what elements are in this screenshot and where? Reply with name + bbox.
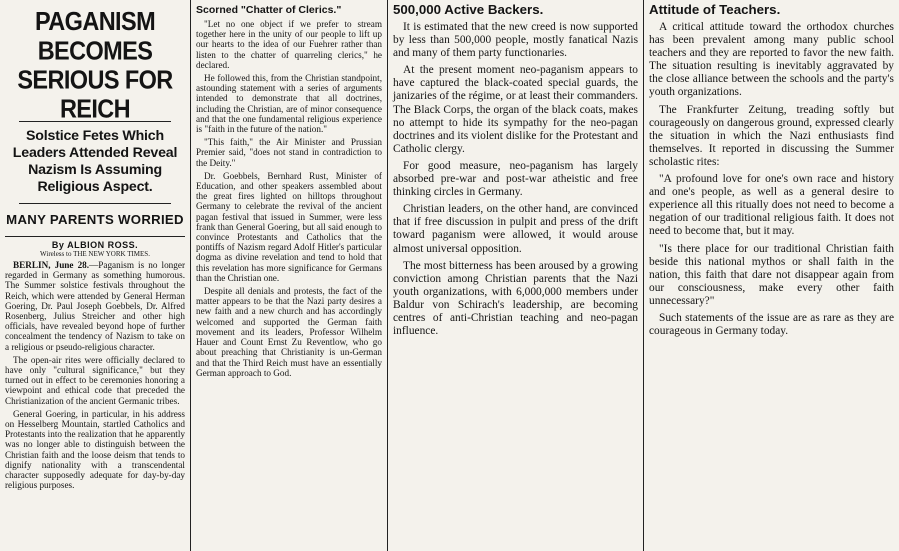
column-4 [643,0,899,551]
section-subhead: Attitude of Teachers. [649,2,781,17]
article-paragraph: Dr. Goebbels, Bernhard Rust, Minister of Education, and other speakers assembled about the great fires lighted on hilltops throughout Germany to celebrate the revival of the ancient pagan festival that issued in Summer, were less frank than General Goering, but all said enough to convince Protestants and Catholics that the pontiffs of Nazism regard Adolf Hitler's particular dogma as divine revelation and tend to hold that this revelation has more significance for Germans than the Christian one. [196,170,382,283]
section-subhead: Scorned "Chatter of Clerics." [196,4,342,16]
dateline: BERLIN, June 28. [13,260,90,270]
deck-headline: Solstice Fetes Which Leaders Attended Reveal Nazism Is Assuming Religious Aspect. [12,128,178,195]
article-paragraph: A critical attitude toward the orthodox churches has been prevalent among many public school teachers and they are reported to favor the new faith. The situation resulting is inevitably aggravated by the close alliance between the schools and the party's youth organizations. [649,21,894,99]
article-paragraph: "A profound love for one's own race and history and one's people, as well as a general desire to experience all this ritually does not need to become a negation of our traditional religious faith. It does not need to become that, but it may. [649,173,894,238]
article-paragraph: General Goering, in particular, in his address on Hesselberg Mountain, startled Catholics and Protestants into the realization that he apparently was no longer able to distinguish between the Christian faith and the loose deism that tends to dignify nationality with a transcendental character supposedly adequate for day-by-day religious purposes. [5,408,185,491]
column-2 [190,0,387,551]
section-subhead: 500,000 Active Backers. [393,2,544,17]
article-paragraph: "Is there place for our traditional Christian faith beside this national mythos or shall faith in the nation, this faith that dare not disappear again from our consciousness, make every other faith unnecessary?" [649,242,894,307]
article-paragraph: It is estimated that the new creed is now supported by less than 500,000 people, mostly fanatical Nazis and many of them party functionaries. [393,21,638,60]
article-paragraph: The open-air rites were officially declared to have only "cultural significance," but they turned out in effect to be ceremonies honoring a viewpoint and ethical code that preceded the Christianization of the ancient Germanic tribes. [5,354,185,406]
sub-deck-headline: MANY PARENTS WORRIED [6,212,184,227]
article-paragraph: The Frankfurter Zeitung, treading softly but courageously on dangerous ground, expressed clearly the situation in which the Nazi enthusiasts find themselves. It reported in discussing the Summer scholastic rites: [649,103,894,168]
byline: By ALBION ROSS. [51,240,139,250]
column-1 [0,0,190,551]
article-paragraph: Such statements of the issue are as rare as they are courageous in Germany today. [649,311,894,338]
article-paragraph: He followed this, from the Christian standpoint, astounding statement with a series of arguments intended to demonstrate that all doctrines, including the Christian, are of minor consequence and that the one fundamental religious experience is "faith in the future of the nation." [196,73,382,135]
byline-divider [5,236,185,237]
article-paragraph: BERLIN, June 28.—Paganism is no longer regarded in Germany as something humorous. The Summer solstice festivals throughout the Reich, which were attended by General Herman Goering, Dr. Paul Joseph Goebbels, Dr. Alfred Rosenberg, Julius Streicher and other high officials, have revealed beyond hope of further concealment the tendency of Nazism to take on a religious or pseudo-religious character. [5,260,185,352]
article-paragraph: Christian leaders, on the other hand, are convinced that if free discussion in pulpit and press of the drift toward paganism were allowed, it would arouse almost universal opposition. [393,203,638,255]
article-paragraph: Despite all denials and protests, the fact of the matter appears to be that the Nazi party desires a new faith and a new church and has accordingly welcomed and supported the German faith movement and its leaders, Professor Wilhelm Hauer and Count Ernst Zu Reventlow, who go about preaching that Christianity is un-German and that the Third Reich must have an essentially German approach to God. [196,286,382,378]
article-paragraph: "This faith," the Air Minister and Prussian Premier said, "does not stand in contradiction to the Deity." [196,137,382,168]
main-headline: PAGANISM BECOMES SERIOUS FOR REICH [17,6,173,124]
column-3 [387,0,643,551]
article-paragraph: The most bitterness has been aroused by a growing conviction among Christian parents that the Nazi youth organizations, with 6,000,000 members under Baldur von Schirach's leadership, are becoming centres of anti-Christian teaching and neo-pagan influence. [393,259,638,338]
article-paragraph: For good measure, neo-paganism has largely absorbed pre-war and post-war atheistic and free thinking circles in Germany. [393,159,638,199]
article-paragraph: At the present moment neo-paganism appears to have captured the black-coated special guards, the janizaries of the régime, or at least their commanders. The Black Corps, the organ of the black coats, makes no attempt to hide its sympathy for the neo-pagan doctrines and its violent dislike for the Protestant and Catholic clergy. [393,64,638,155]
deck-divider [19,203,171,204]
wire-credit: Wireless to THE NEW YORK TIMES. [40,250,150,258]
article-paragraph: "Let no one object if we prefer to stream together here in the unity of our people to lift up our hearts to the idea of our Fuehrer rather than listen to the chatter of quarreling clerics," he declared. [196,19,382,70]
